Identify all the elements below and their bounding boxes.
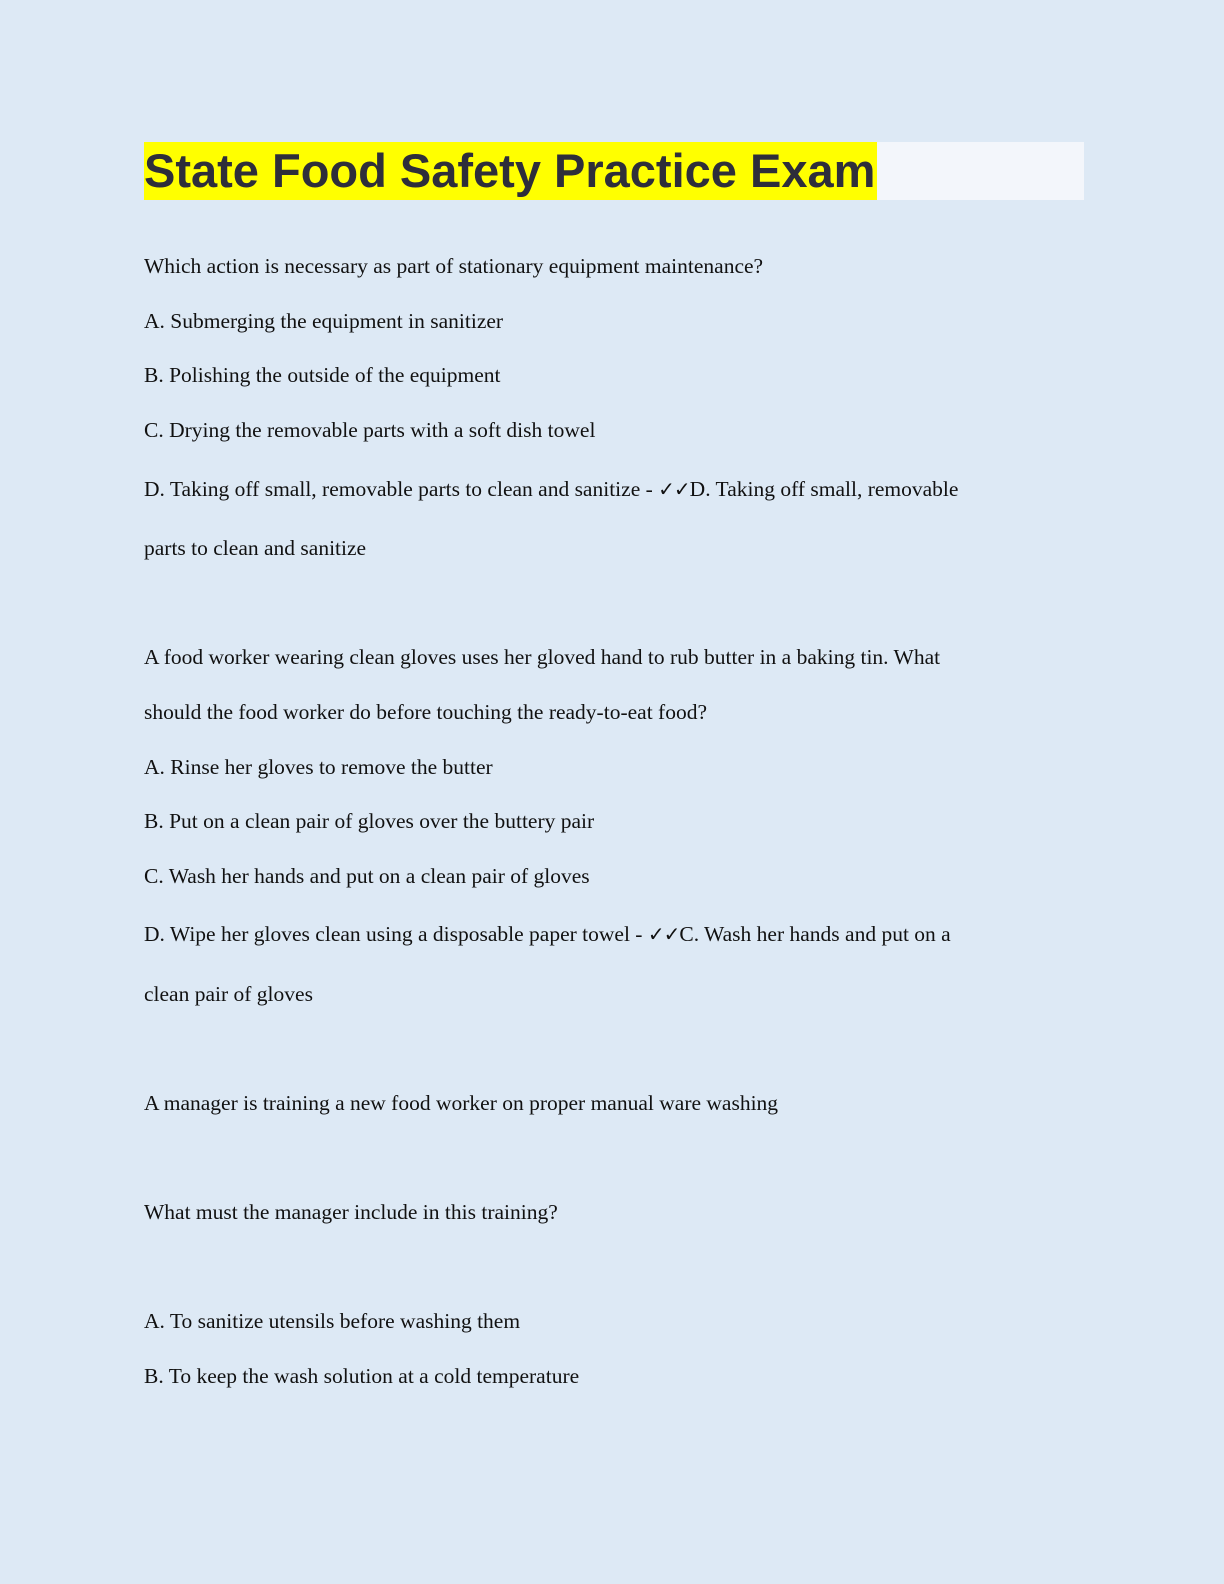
question-1-option-b: B. Polishing the outside of the equipment bbox=[144, 363, 501, 387]
question-1-prompt: Which action is necessary as part of stationary equipment maintenance? bbox=[144, 254, 764, 278]
question-2-prompt-line-2: should the food worker do before touching the ready-to-eat food? bbox=[144, 700, 707, 724]
question-3-prompt-line-2: What must the manager include in this training? bbox=[144, 1200, 558, 1224]
question-2-option-d-text: D. Wipe her gloves clean using a disposable paper towel - bbox=[144, 922, 643, 946]
question-2-prompt-line-1: A food worker wearing clean gloves uses her gloved hand to rub butter in a baking tin. What bbox=[144, 645, 941, 669]
question-3-option-a: A. To sanitize utensils before washing them bbox=[144, 1309, 521, 1333]
double-check-icon: ✓✓ bbox=[647, 922, 680, 946]
question-1-answer: D. Taking off small, removable bbox=[689, 477, 959, 501]
question-2-option-d bbox=[144, 920, 951, 948]
question-2-answer: C. Wash her hands and put on a bbox=[679, 922, 951, 946]
question-1-answer-continued: parts to clean and sanitize bbox=[144, 536, 367, 560]
question-1-option-d-text: D. Taking off small, removable parts to clean and sanitize - bbox=[144, 477, 653, 501]
question-2-option-c: C. Wash her hands and put on a clean pair of gloves bbox=[144, 864, 590, 888]
question-1-option-a: A. Submerging the equipment in sanitizer bbox=[144, 309, 504, 333]
title-row bbox=[144, 142, 1084, 200]
double-check-icon: ✓✓ bbox=[658, 477, 690, 501]
question-2-option-a: A. Rinse her gloves to remove the butter bbox=[144, 755, 493, 779]
question-3-option-b: B. To keep the wash solution at a cold temperature bbox=[144, 1364, 580, 1388]
question-2-option-b: B. Put on a clean pair of gloves over the buttery pair bbox=[144, 809, 595, 833]
question-2-answer-continued: clean pair of gloves bbox=[144, 982, 313, 1006]
question-1-option-c: C. Drying the removable parts with a soft dish towel bbox=[144, 418, 596, 442]
page-title: State Food Safety Practice Exam bbox=[144, 142, 877, 200]
question-1-option-d bbox=[144, 475, 958, 503]
question-3-prompt-line-1: A manager is training a new food worker on proper manual ware washing bbox=[144, 1091, 779, 1115]
